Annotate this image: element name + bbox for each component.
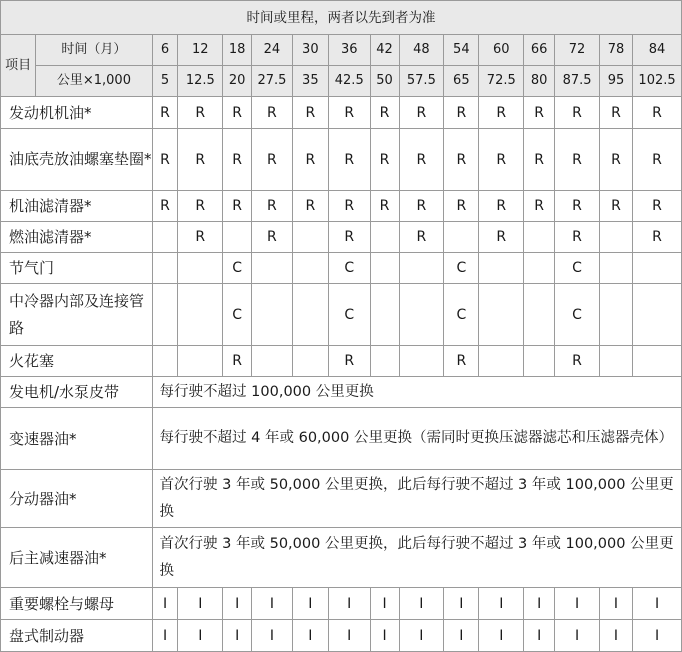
schedule-cell: R [178, 222, 223, 253]
schedule-cell: R [633, 129, 682, 191]
schedule-cell: R [479, 97, 524, 129]
schedule-cell [479, 346, 524, 377]
item-name: 分动器油* [1, 470, 153, 528]
schedule-cell [599, 253, 632, 284]
schedule-cell [633, 253, 682, 284]
schedule-cell: R [633, 222, 682, 253]
schedule-cell: I [524, 620, 555, 652]
schedule-cell: R [633, 97, 682, 129]
schedule-cell [178, 346, 223, 377]
mileage-header-cell: 12.5 [178, 66, 223, 97]
schedule-cell: C [444, 253, 479, 284]
month-header-cell: 78 [599, 35, 632, 66]
schedule-cell: I [479, 620, 524, 652]
schedule-cell: R [152, 97, 178, 129]
table-row [1, 408, 682, 470]
schedule-cell [524, 284, 555, 346]
schedule-cell: I [555, 588, 600, 620]
month-header-cell: 84 [633, 35, 682, 66]
schedule-cell [599, 222, 632, 253]
mileage-header-cell: 27.5 [252, 66, 292, 97]
schedule-cell: R [292, 97, 328, 129]
schedule-cell: C [223, 253, 252, 284]
schedule-cell: I [399, 620, 444, 652]
schedule-cell: R [370, 97, 399, 129]
schedule-cell [178, 253, 223, 284]
schedule-cell [292, 346, 328, 377]
schedule-cell: R [223, 97, 252, 129]
table-row [1, 284, 682, 346]
month-header-cell: 6 [152, 35, 178, 66]
item-name: 发电机/水泵皮带 [1, 377, 153, 408]
schedule-cell: R [599, 97, 632, 129]
schedule-cell [292, 222, 328, 253]
schedule-cell: C [555, 253, 600, 284]
item-name: 燃油滤清器* [1, 222, 153, 253]
schedule-cell: I [328, 588, 370, 620]
schedule-cell: R [252, 222, 292, 253]
schedule-cell [399, 253, 444, 284]
month-header-cell: 54 [444, 35, 479, 66]
month-header-cell: 72 [555, 35, 600, 66]
schedule-cell [599, 346, 632, 377]
schedule-cell: R [555, 129, 600, 191]
schedule-cell: R [178, 191, 223, 222]
schedule-cell: R [555, 346, 600, 377]
schedule-cell [479, 284, 524, 346]
item-name: 重要螺栓与螺母 [1, 588, 153, 620]
schedule-cell: C [444, 284, 479, 346]
schedule-cell [370, 253, 399, 284]
item-name: 节气门 [1, 253, 153, 284]
schedule-cell: R [328, 346, 370, 377]
schedule-cell [370, 346, 399, 377]
table-row [1, 97, 682, 129]
schedule-cell [479, 253, 524, 284]
header-title: 时间或里程，两者以先到者为准 [1, 1, 682, 35]
month-header-cell: 24 [252, 35, 292, 66]
table-row [1, 620, 682, 652]
schedule-cell: I [252, 588, 292, 620]
schedule-cell [444, 222, 479, 253]
schedule-cell: R [328, 97, 370, 129]
schedule-cell: I [223, 620, 252, 652]
item-name: 火花塞 [1, 346, 153, 377]
schedule-cell: R [524, 191, 555, 222]
schedule-cell: R [633, 191, 682, 222]
mileage-header-cell: 57.5 [399, 66, 444, 97]
schedule-cell: C [223, 284, 252, 346]
schedule-cell: I [444, 620, 479, 652]
schedule-cell: I [524, 588, 555, 620]
schedule-cell [524, 346, 555, 377]
schedule-cell [370, 222, 399, 253]
time-label: 时间（月） [36, 35, 152, 66]
month-header-cell: 66 [524, 35, 555, 66]
schedule-cell [152, 284, 178, 346]
mileage-header-cell: 50 [370, 66, 399, 97]
item-name: 发动机机油* [1, 97, 153, 129]
interval-text: 每行驶不超过 100,000 公里更换 [152, 377, 681, 408]
table-header [1, 1, 682, 97]
schedule-cell [152, 222, 178, 253]
schedule-cell [292, 284, 328, 346]
schedule-cell: R [328, 222, 370, 253]
schedule-cell: R [444, 191, 479, 222]
schedule-cell [524, 222, 555, 253]
schedule-cell: I [479, 588, 524, 620]
schedule-cell: R [292, 129, 328, 191]
schedule-cell [292, 253, 328, 284]
mileage-header-cell: 72.5 [479, 66, 524, 97]
schedule-cell: R [524, 97, 555, 129]
table-row [1, 129, 682, 191]
table-row [1, 588, 682, 620]
item-name: 油底壳放油螺塞垫圈* [1, 129, 153, 191]
schedule-cell: C [328, 253, 370, 284]
schedule-cell: R [152, 191, 178, 222]
schedule-cell [633, 346, 682, 377]
schedule-cell: R [555, 222, 600, 253]
schedule-cell: I [444, 588, 479, 620]
mileage-header-cell: 95 [599, 66, 632, 97]
month-header-cell: 48 [399, 35, 444, 66]
schedule-cell: I [370, 620, 399, 652]
item-name: 中冷器内部及连接管路 [1, 284, 153, 346]
month-header-cell: 36 [328, 35, 370, 66]
schedule-cell: R [599, 191, 632, 222]
mileage-header-cell: 80 [524, 66, 555, 97]
item-label: 项目 [5, 57, 32, 73]
schedule-cell: R [370, 129, 399, 191]
schedule-cell: R [292, 191, 328, 222]
schedule-cell: R [223, 129, 252, 191]
schedule-cell [252, 346, 292, 377]
interval-text: 每行驶不超过 4 年或 60,000 公里更换（需同时更换压滤器滤芯和压滤器壳体） [152, 408, 681, 470]
schedule-cell: I [178, 620, 223, 652]
schedule-cell: C [555, 284, 600, 346]
schedule-cell [252, 253, 292, 284]
schedule-cell: I [633, 588, 682, 620]
month-header-cell: 42 [370, 35, 399, 66]
mileage-header-cell: 5 [152, 66, 178, 97]
item-name: 机油滤清器* [1, 191, 153, 222]
schedule-cell [599, 284, 632, 346]
mileage-header-cell: 42.5 [328, 66, 370, 97]
schedule-cell: R [328, 129, 370, 191]
schedule-cell: R [479, 191, 524, 222]
schedule-cell [178, 284, 223, 346]
table-row [1, 528, 682, 588]
schedule-cell: C [328, 284, 370, 346]
table-row [1, 222, 682, 253]
schedule-cell: I [252, 620, 292, 652]
schedule-cell: R [399, 129, 444, 191]
item-name: 后主减速器油* [1, 528, 153, 588]
schedule-cell: R [223, 191, 252, 222]
schedule-cell [633, 284, 682, 346]
schedule-cell: R [370, 191, 399, 222]
schedule-cell: R [223, 346, 252, 377]
schedule-cell [152, 346, 178, 377]
schedule-cell: R [444, 346, 479, 377]
schedule-cell: I [633, 620, 682, 652]
interval-text: 首次行驶 3 年或 50,000 公里更换，此后每行驶不超过 3 年或 100,000 公里更换 [152, 470, 681, 528]
table-body [1, 97, 682, 652]
item-name: 变速器油* [1, 408, 153, 470]
schedule-cell: I [328, 620, 370, 652]
item-name: 盘式制动器 [1, 620, 153, 652]
schedule-cell [524, 253, 555, 284]
schedule-cell: R [252, 97, 292, 129]
schedule-cell [252, 284, 292, 346]
schedule-cell: R [178, 129, 223, 191]
mileage-header-cell: 20 [223, 66, 252, 97]
table-row [1, 346, 682, 377]
schedule-cell: I [370, 588, 399, 620]
schedule-cell: R [444, 97, 479, 129]
schedule-cell [152, 253, 178, 284]
table-row [1, 470, 682, 528]
schedule-cell: R [599, 129, 632, 191]
schedule-cell: I [178, 588, 223, 620]
schedule-cell: I [292, 588, 328, 620]
schedule-cell: I [223, 588, 252, 620]
schedule-cell: R [555, 191, 600, 222]
month-header-cell: 60 [479, 35, 524, 66]
schedule-cell [370, 284, 399, 346]
schedule-cell: R [555, 97, 600, 129]
schedule-cell: I [399, 588, 444, 620]
schedule-cell: I [555, 620, 600, 652]
schedule-cell: R [399, 97, 444, 129]
schedule-cell: R [399, 222, 444, 253]
month-header-cell: 12 [178, 35, 223, 66]
schedule-cell: I [599, 620, 632, 652]
month-header-cell: 18 [223, 35, 252, 66]
mileage-header-cell: 102.5 [633, 66, 682, 97]
schedule-cell: R [252, 191, 292, 222]
schedule-cell: I [292, 620, 328, 652]
schedule-cell: R [444, 129, 479, 191]
table-row [1, 253, 682, 284]
schedule-cell: R [479, 129, 524, 191]
schedule-cell: I [152, 620, 178, 652]
mileage-header-cell: 65 [444, 66, 479, 97]
item-column-header [1, 35, 36, 97]
schedule-cell: R [524, 129, 555, 191]
table-row [1, 377, 682, 408]
schedule-cell [399, 284, 444, 346]
schedule-cell [223, 222, 252, 253]
schedule-cell: R [328, 191, 370, 222]
schedule-cell: I [152, 588, 178, 620]
schedule-cell: R [152, 129, 178, 191]
mileage-header-cell: 87.5 [555, 66, 600, 97]
table-row [1, 191, 682, 222]
schedule-cell: R [479, 222, 524, 253]
month-header-cell: 30 [292, 35, 328, 66]
interval-text: 首次行驶 3 年或 50,000 公里更换，此后每行驶不超过 3 年或 100,000 公里更换 [152, 528, 681, 588]
schedule-cell: I [599, 588, 632, 620]
schedule-cell [399, 346, 444, 377]
mileage-label: 公里×1,000 [36, 66, 152, 97]
schedule-cell: R [178, 97, 223, 129]
mileage-header-cell: 35 [292, 66, 328, 97]
schedule-cell: R [252, 129, 292, 191]
schedule-cell: R [399, 191, 444, 222]
